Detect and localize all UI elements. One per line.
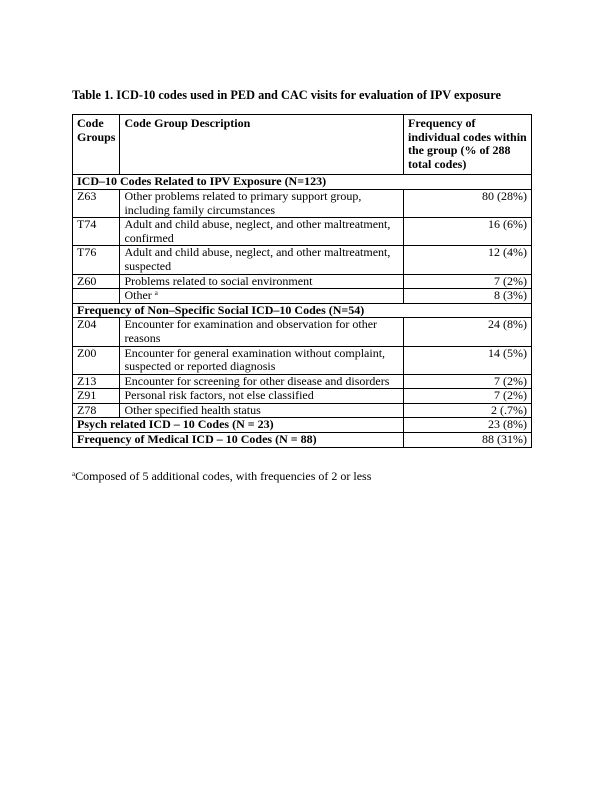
frequency-cell: 2 (.7%) <box>404 403 532 418</box>
description-cell <box>120 289 404 304</box>
summary-label-medical: Frequency of Medical ICD – 10 Codes (N = 88) <box>73 433 404 448</box>
table-row <box>73 274 532 289</box>
section-label-social: Frequency of Non–Specific Social ICD–10 Codes (N=54) <box>73 303 532 318</box>
frequency-cell: 16 (6%) <box>404 218 532 246</box>
description-cell: Encounter for screening for other disease and disorders <box>120 374 404 389</box>
frequency-cell: 24 (8%) <box>404 318 532 346</box>
summary-row-medical <box>73 433 532 448</box>
section-row-ipv <box>73 175 532 190</box>
table-row <box>73 403 532 418</box>
code-cell: Z91 <box>73 389 120 404</box>
description-cell: Encounter for examination and observation for other reasons <box>120 318 404 346</box>
code-cell: Z63 <box>73 189 120 217</box>
table-row <box>73 246 532 274</box>
description-cell: Adult and child abuse, neglect, and other maltreatment, confirmed <box>120 218 404 246</box>
description-cell: Personal risk factors, not else classified <box>120 389 404 404</box>
footnote-text: Composed of 5 additional codes, with frequencies of 2 or less <box>75 469 372 483</box>
summary-label-psych: Psych related ICD – 10 Codes (N = 23) <box>73 418 404 433</box>
code-cell <box>73 289 120 304</box>
description-cell: Other specified health status <box>120 403 404 418</box>
frequency-cell: 7 (2%) <box>404 374 532 389</box>
code-cell: Z04 <box>73 318 120 346</box>
footnote-marker: a <box>154 289 158 298</box>
summary-row-psych <box>73 418 532 433</box>
header-frequency: Frequency of individual codes within the group (% of 288 total codes) <box>404 115 532 175</box>
frequency-cell: 8 (3%) <box>404 289 532 304</box>
footnote-marker: a <box>72 470 76 478</box>
code-cell: Z00 <box>73 346 120 374</box>
table-row <box>73 218 532 246</box>
code-cell: Z78 <box>73 403 120 418</box>
code-cell: Z13 <box>73 374 120 389</box>
description-cell: Encounter for general examination without complaint, suspected or reported diagnosis <box>120 346 404 374</box>
table-row <box>73 389 532 404</box>
description-cell: Other problems related to primary support group, including family circumstances <box>120 189 404 217</box>
header-row <box>73 115 532 175</box>
summary-value-psych: 23 (8%) <box>404 418 532 433</box>
description-cell: Problems related to social environment <box>120 274 404 289</box>
table-footnote <box>72 469 371 484</box>
section-label-ipv: ICD–10 Codes Related to IPV Exposure (N=123) <box>73 175 532 190</box>
code-cell: T76 <box>73 246 120 274</box>
table-row <box>73 346 532 374</box>
frequency-cell: 12 (4%) <box>404 246 532 274</box>
header-description: Code Group Description <box>120 115 404 175</box>
table-row <box>73 289 532 304</box>
frequency-cell: 80 (28%) <box>404 189 532 217</box>
description-cell: Adult and child abuse, neglect, and other maltreatment, suspected <box>120 246 404 274</box>
icd10-table <box>72 114 532 448</box>
frequency-cell: 7 (2%) <box>404 389 532 404</box>
code-cell: T74 <box>73 218 120 246</box>
code-cell: Z60 <box>73 274 120 289</box>
frequency-cell: 7 (2%) <box>404 274 532 289</box>
header-code-groups: Code Groups <box>73 115 120 175</box>
summary-value-medical: 88 (31%) <box>404 433 532 448</box>
section-row-social <box>73 303 532 318</box>
table-row <box>73 318 532 346</box>
table-row <box>73 189 532 217</box>
table-caption: Table 1. ICD-10 codes used in PED and CAC visits for evaluation of IPV exposure <box>72 88 501 102</box>
frequency-cell: 14 (5%) <box>404 346 532 374</box>
table-row <box>73 374 532 389</box>
description-text: Other <box>124 288 152 303</box>
